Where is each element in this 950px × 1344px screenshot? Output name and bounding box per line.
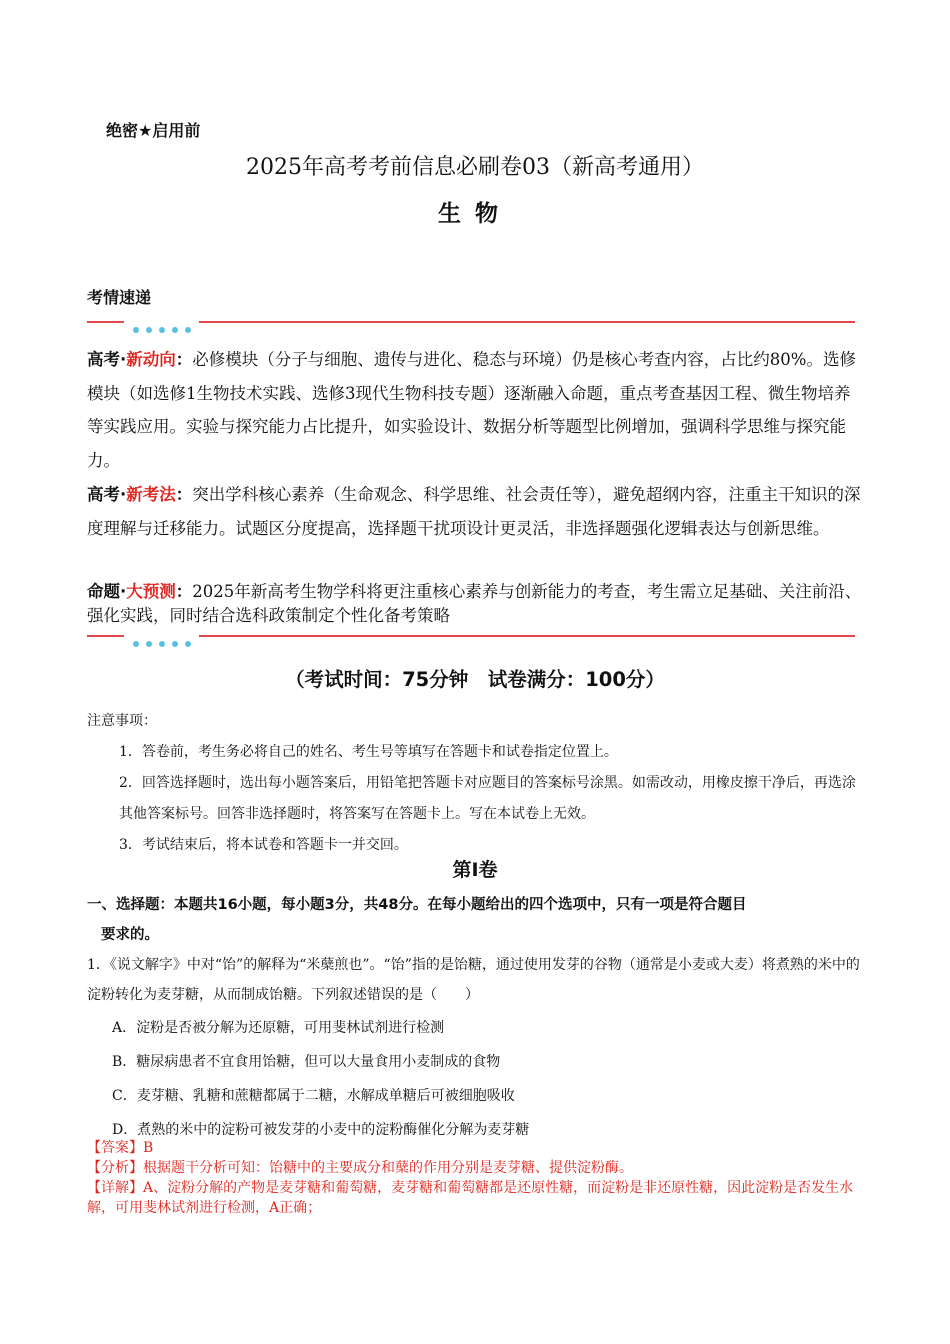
question-stem: 1．《说文解字》中对“饴”的解释为“米蘖煎也”。“饴”指的是饴糖，通过使用发芽的谷物（通常是小麦或大麦）将煮熟的米中的淀粉转化为麦芽糖，从而制成饴糖。下列叙述错误的是（ ） [87,957,860,1003]
overview-text: 2025年新高考生物学科将更注重核心素养与创新能力的考查，考生需立足基础、关注前沿、强化实践，同时结合选科政策制定个性化备考策略 [87,582,862,625]
notes-title: 注意事项： [87,713,157,729]
note-item: 3．考试结束后，将本试卷和答题卡一并交回。 [119,837,408,853]
divider-bottom [87,631,855,641]
note-item: 1．答卷前，考生务必将自己的姓名、考生号等填写在答题卡和试卷指定位置上。 [119,744,618,760]
notes-block [87,706,867,861]
overview-item-method [87,478,862,545]
volume-title: 第Ⅰ卷 [452,859,498,881]
option-c: C．麦芽糖、乳糖和蔗糖都属于二糖，水解成单糖后可被细胞吸收 [112,1088,515,1104]
secret-label: 绝密★启用前 [106,121,201,140]
overview-text: 突出学科核心素养（生命观念、科学思维、社会责任等），避免超纲内容，注重主干知识的深度理解与迁移能力。试题区分度提高，选择题干扰项设计更灵活，非选择题强化逻辑表达与创新思维。 [87,485,861,538]
overview-text: 必修模块（分子与细胞、遗传与进化、稳态与环境）仍是核心考查内容，占比约80%。选修模块（如选修1生物技术实践、选修3现代生物科技专题）逐渐融入命题，重点考查基因工程、微生物培养等实践应用。实验与探究能力占比提升，如实验设计、数据分析等题型比例增加，强调科学思维与探究能力。 [87,350,856,470]
page-title: 2025年高考考前信息必刷卷03（新高考通用） [246,155,704,180]
overview-item-forecast [87,580,877,628]
question-options [112,1011,872,1147]
overview-label: 高考·新动向： [87,350,193,369]
answer-line: 【答案】B [87,1140,154,1156]
subject-title: 生物 [438,201,512,227]
option-a: A．淀粉是否被分解为还原糖，可用斐林试剂进行检测 [112,1020,445,1036]
analysis-line: 【分析】根据题干分析可知：饴糖中的主要成分和蘖的作用分别是麦芽糖、提供淀粉酶。 [87,1160,633,1176]
exam-info: （考试时间：75分钟 试卷满分：100分） [285,668,665,691]
answer-block [87,1138,877,1218]
divider-top [87,317,855,327]
section-heading: 一、选择题：本题共16小题，每小题3分，共48分。在每小题给出的四个选项中，只有一项是符合题目 要求的。 [87,897,747,943]
overview-item-trend [87,343,862,477]
detail-line: 【详解】A、淀粉分解的产物是麦芽糖和葡萄糖，麦芽糖和葡萄糖都是还原性糖，而淀粉是非还原性糖，因此淀粉是否发生水解，可用斐林试剂进行检测，A正确； [87,1180,854,1216]
overview-heading: 考情速递 [87,288,152,307]
overview-label: 高考·新考法： [87,485,193,504]
note-item: 2．回答选择题时，选出每小题答案后，用铅笔把答题卡对应题目的答案标号涂黑。如需改动，用橡皮擦干净后，再选涂其他答案标号。回答非选择题时，将答案写在答题卡上。写在本试卷上无效。 [119,775,856,822]
overview-label: 命题·大预测： [87,582,193,601]
option-d: D．煮熟的米中的淀粉可被发芽的小麦中的淀粉酶催化分解为麦芽糖 [112,1122,530,1138]
option-b: B．糖尿病患者不宜食用饴糖，但可以大量食用小麦制成的食物 [112,1054,501,1070]
